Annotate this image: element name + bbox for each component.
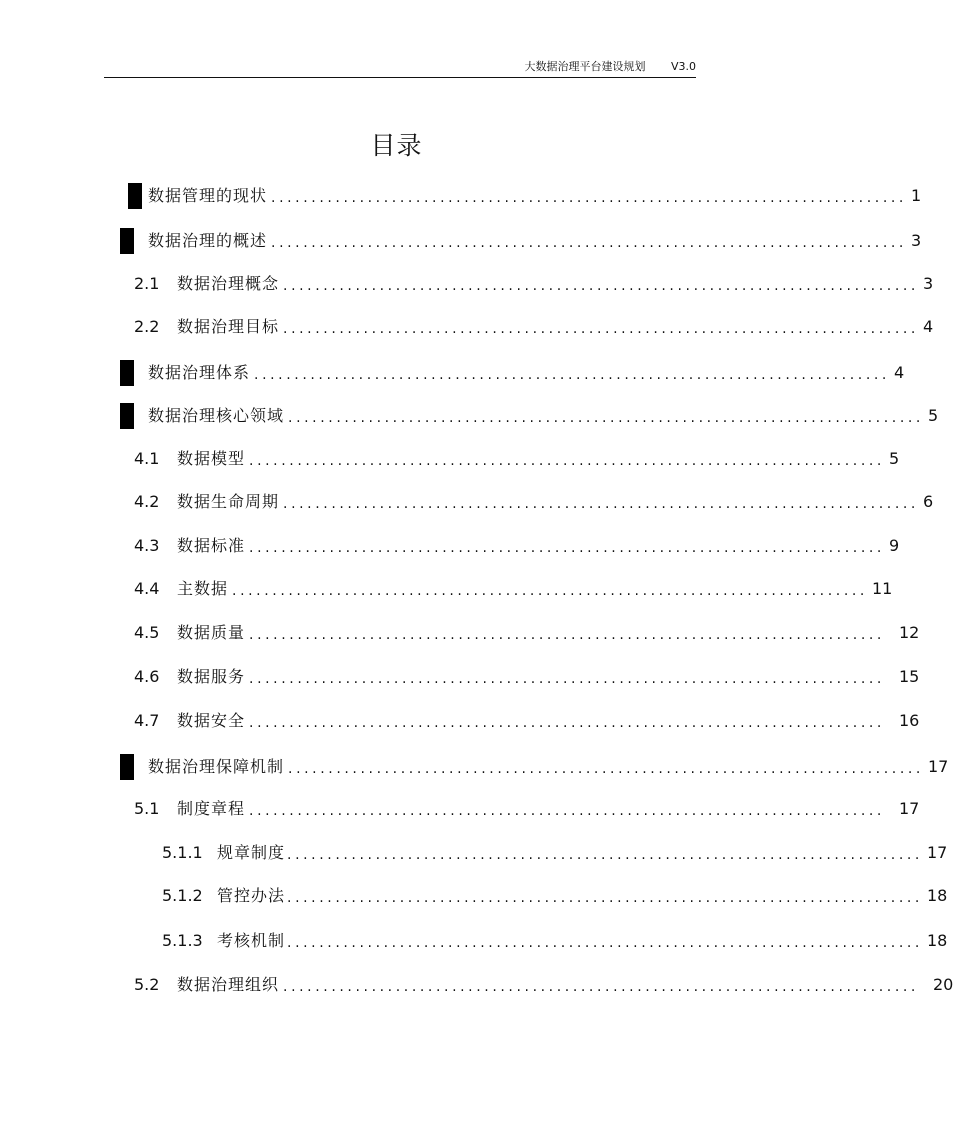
toc-entry-number: 4.4 xyxy=(134,579,160,598)
toc-leader: ............................................................................... xyxy=(287,847,923,863)
toc-leader: ............................................................................... xyxy=(283,979,919,995)
toc-entry-page: 17 xyxy=(927,757,949,776)
heading-marker xyxy=(120,403,134,429)
toc-leader: ............................................................................... xyxy=(271,190,907,206)
toc-leader: ............................................................................... xyxy=(249,715,885,731)
toc-entry-number: 4.5 xyxy=(134,623,160,642)
toc-entry-page: 18 xyxy=(926,931,948,950)
toc-entry-page: 4 xyxy=(922,317,934,336)
toc-entry[interactable] xyxy=(120,755,949,779)
toc-entry-label: 数据治理概念 xyxy=(177,274,280,293)
toc-entry[interactable] xyxy=(162,884,948,908)
toc-entry-number: 4.2 xyxy=(134,492,160,511)
toc-leader: ............................................................................... xyxy=(249,627,885,643)
heading-marker xyxy=(120,360,134,386)
toc-entry-label: 数据治理目标 xyxy=(177,317,280,336)
toc-leader: ............................................................................... xyxy=(288,410,924,426)
toc-leader: ............................................................................... xyxy=(283,496,919,512)
toc-entry-label: 管控办法 xyxy=(217,886,286,905)
toc-entry[interactable] xyxy=(134,665,920,689)
toc-entry-page: 17 xyxy=(898,799,920,818)
toc-entry-label: 数据治理体系 xyxy=(148,363,251,382)
toc-entry-number: 4.7 xyxy=(134,711,160,730)
toc-entry[interactable] xyxy=(134,272,934,296)
toc-leader: ............................................................................... xyxy=(249,453,885,469)
toc-entry-label: 数据治理保障机制 xyxy=(148,757,285,776)
toc-entry[interactable] xyxy=(134,315,934,339)
toc-entry-number: 5.1 xyxy=(134,799,160,818)
toc-leader: ............................................................................... xyxy=(283,321,919,337)
toc-entry[interactable] xyxy=(128,184,922,208)
toc-entry-page: 5 xyxy=(927,406,939,425)
toc-entry-label: 数据标准 xyxy=(177,536,246,555)
toc-entry[interactable] xyxy=(134,577,893,601)
toc-entry-label: 规章制度 xyxy=(217,843,286,862)
toc-leader: ............................................................................... xyxy=(287,890,923,906)
header-version: V3.0 xyxy=(670,60,696,73)
toc-entry-number: 4.3 xyxy=(134,536,160,555)
toc-entry[interactable] xyxy=(120,229,922,253)
toc-entry[interactable] xyxy=(134,534,900,558)
toc-entry-label: 数据安全 xyxy=(177,711,246,730)
toc-leader: ............................................................................... xyxy=(254,367,890,383)
toc-entry-number: 4.6 xyxy=(134,667,160,686)
toc-entry-number: 2.1 xyxy=(134,274,160,293)
toc-entry-number: 2.2 xyxy=(134,317,160,336)
toc-leader: ............................................................................... xyxy=(232,583,868,599)
toc-entry-label: 数据管理的现状 xyxy=(148,186,268,205)
heading-marker xyxy=(128,183,142,209)
toc-entry[interactable] xyxy=(120,404,939,428)
toc-entry-page: 6 xyxy=(922,492,934,511)
toc-entry-page: 3 xyxy=(922,274,934,293)
toc-entry-number: 5.1.3 xyxy=(162,931,203,950)
toc-entry[interactable] xyxy=(162,929,948,953)
toc-entry-number: 5.1.2 xyxy=(162,886,203,905)
toc-leader: ............................................................................... xyxy=(271,235,907,251)
header-document-name: 大数据治理平台建设规划 xyxy=(524,60,646,73)
toc-entry-number: 5.2 xyxy=(134,975,160,994)
toc-entry[interactable] xyxy=(134,490,934,514)
toc-entry[interactable] xyxy=(134,973,953,997)
toc-entry-label: 主数据 xyxy=(177,579,229,598)
running-header xyxy=(104,58,696,78)
toc-entry-page: 18 xyxy=(926,886,948,905)
toc-entry-number: 5.1.1 xyxy=(162,843,203,862)
heading-marker xyxy=(120,228,134,254)
toc-entry-label: 数据质量 xyxy=(177,623,246,642)
toc-entry-page: 20 xyxy=(932,975,953,994)
toc-leader: ............................................................................... xyxy=(288,761,924,777)
toc-entry-label: 数据生命周期 xyxy=(177,492,280,511)
toc-leader: ............................................................................... xyxy=(249,671,885,687)
toc-leader: ............................................................................... xyxy=(249,803,885,819)
toc-title: 目录 xyxy=(370,131,423,160)
toc-leader: ............................................................................... xyxy=(249,540,885,556)
toc-entry-label: 数据治理的概述 xyxy=(148,231,268,250)
toc-entry-label: 数据治理组织 xyxy=(177,975,280,994)
toc-entry[interactable] xyxy=(120,361,905,385)
toc-entry-page: 3 xyxy=(910,231,922,250)
toc-entry-page: 17 xyxy=(926,843,948,862)
toc-entry-label: 制度章程 xyxy=(177,799,246,818)
toc-leader: ............................................................................... xyxy=(287,935,923,951)
toc-entry[interactable] xyxy=(134,709,920,733)
toc-entry-page: 16 xyxy=(898,711,920,730)
toc-entry-page: 9 xyxy=(888,536,900,555)
toc-entry-number: 4.1 xyxy=(134,449,160,468)
toc-entry[interactable] xyxy=(134,447,900,471)
toc-entry-label: 数据模型 xyxy=(177,449,246,468)
toc-entry-label: 考核机制 xyxy=(217,931,286,950)
toc-entry-page: 12 xyxy=(898,623,920,642)
toc-entry-label: 数据服务 xyxy=(177,667,246,686)
toc-entry-page: 5 xyxy=(888,449,900,468)
toc-entry-page: 11 xyxy=(871,579,893,598)
toc-entry[interactable] xyxy=(134,621,920,645)
toc-entry[interactable] xyxy=(134,797,920,821)
toc-entry-page: 4 xyxy=(893,363,905,382)
toc-entry[interactable] xyxy=(162,841,948,865)
heading-marker xyxy=(120,754,134,780)
toc-entry-page: 15 xyxy=(898,667,920,686)
header-rule xyxy=(104,77,696,78)
toc-entry-page: 1 xyxy=(910,186,922,205)
toc-entry-label: 数据治理核心领域 xyxy=(148,406,285,425)
toc-leader: ............................................................................... xyxy=(283,278,919,294)
